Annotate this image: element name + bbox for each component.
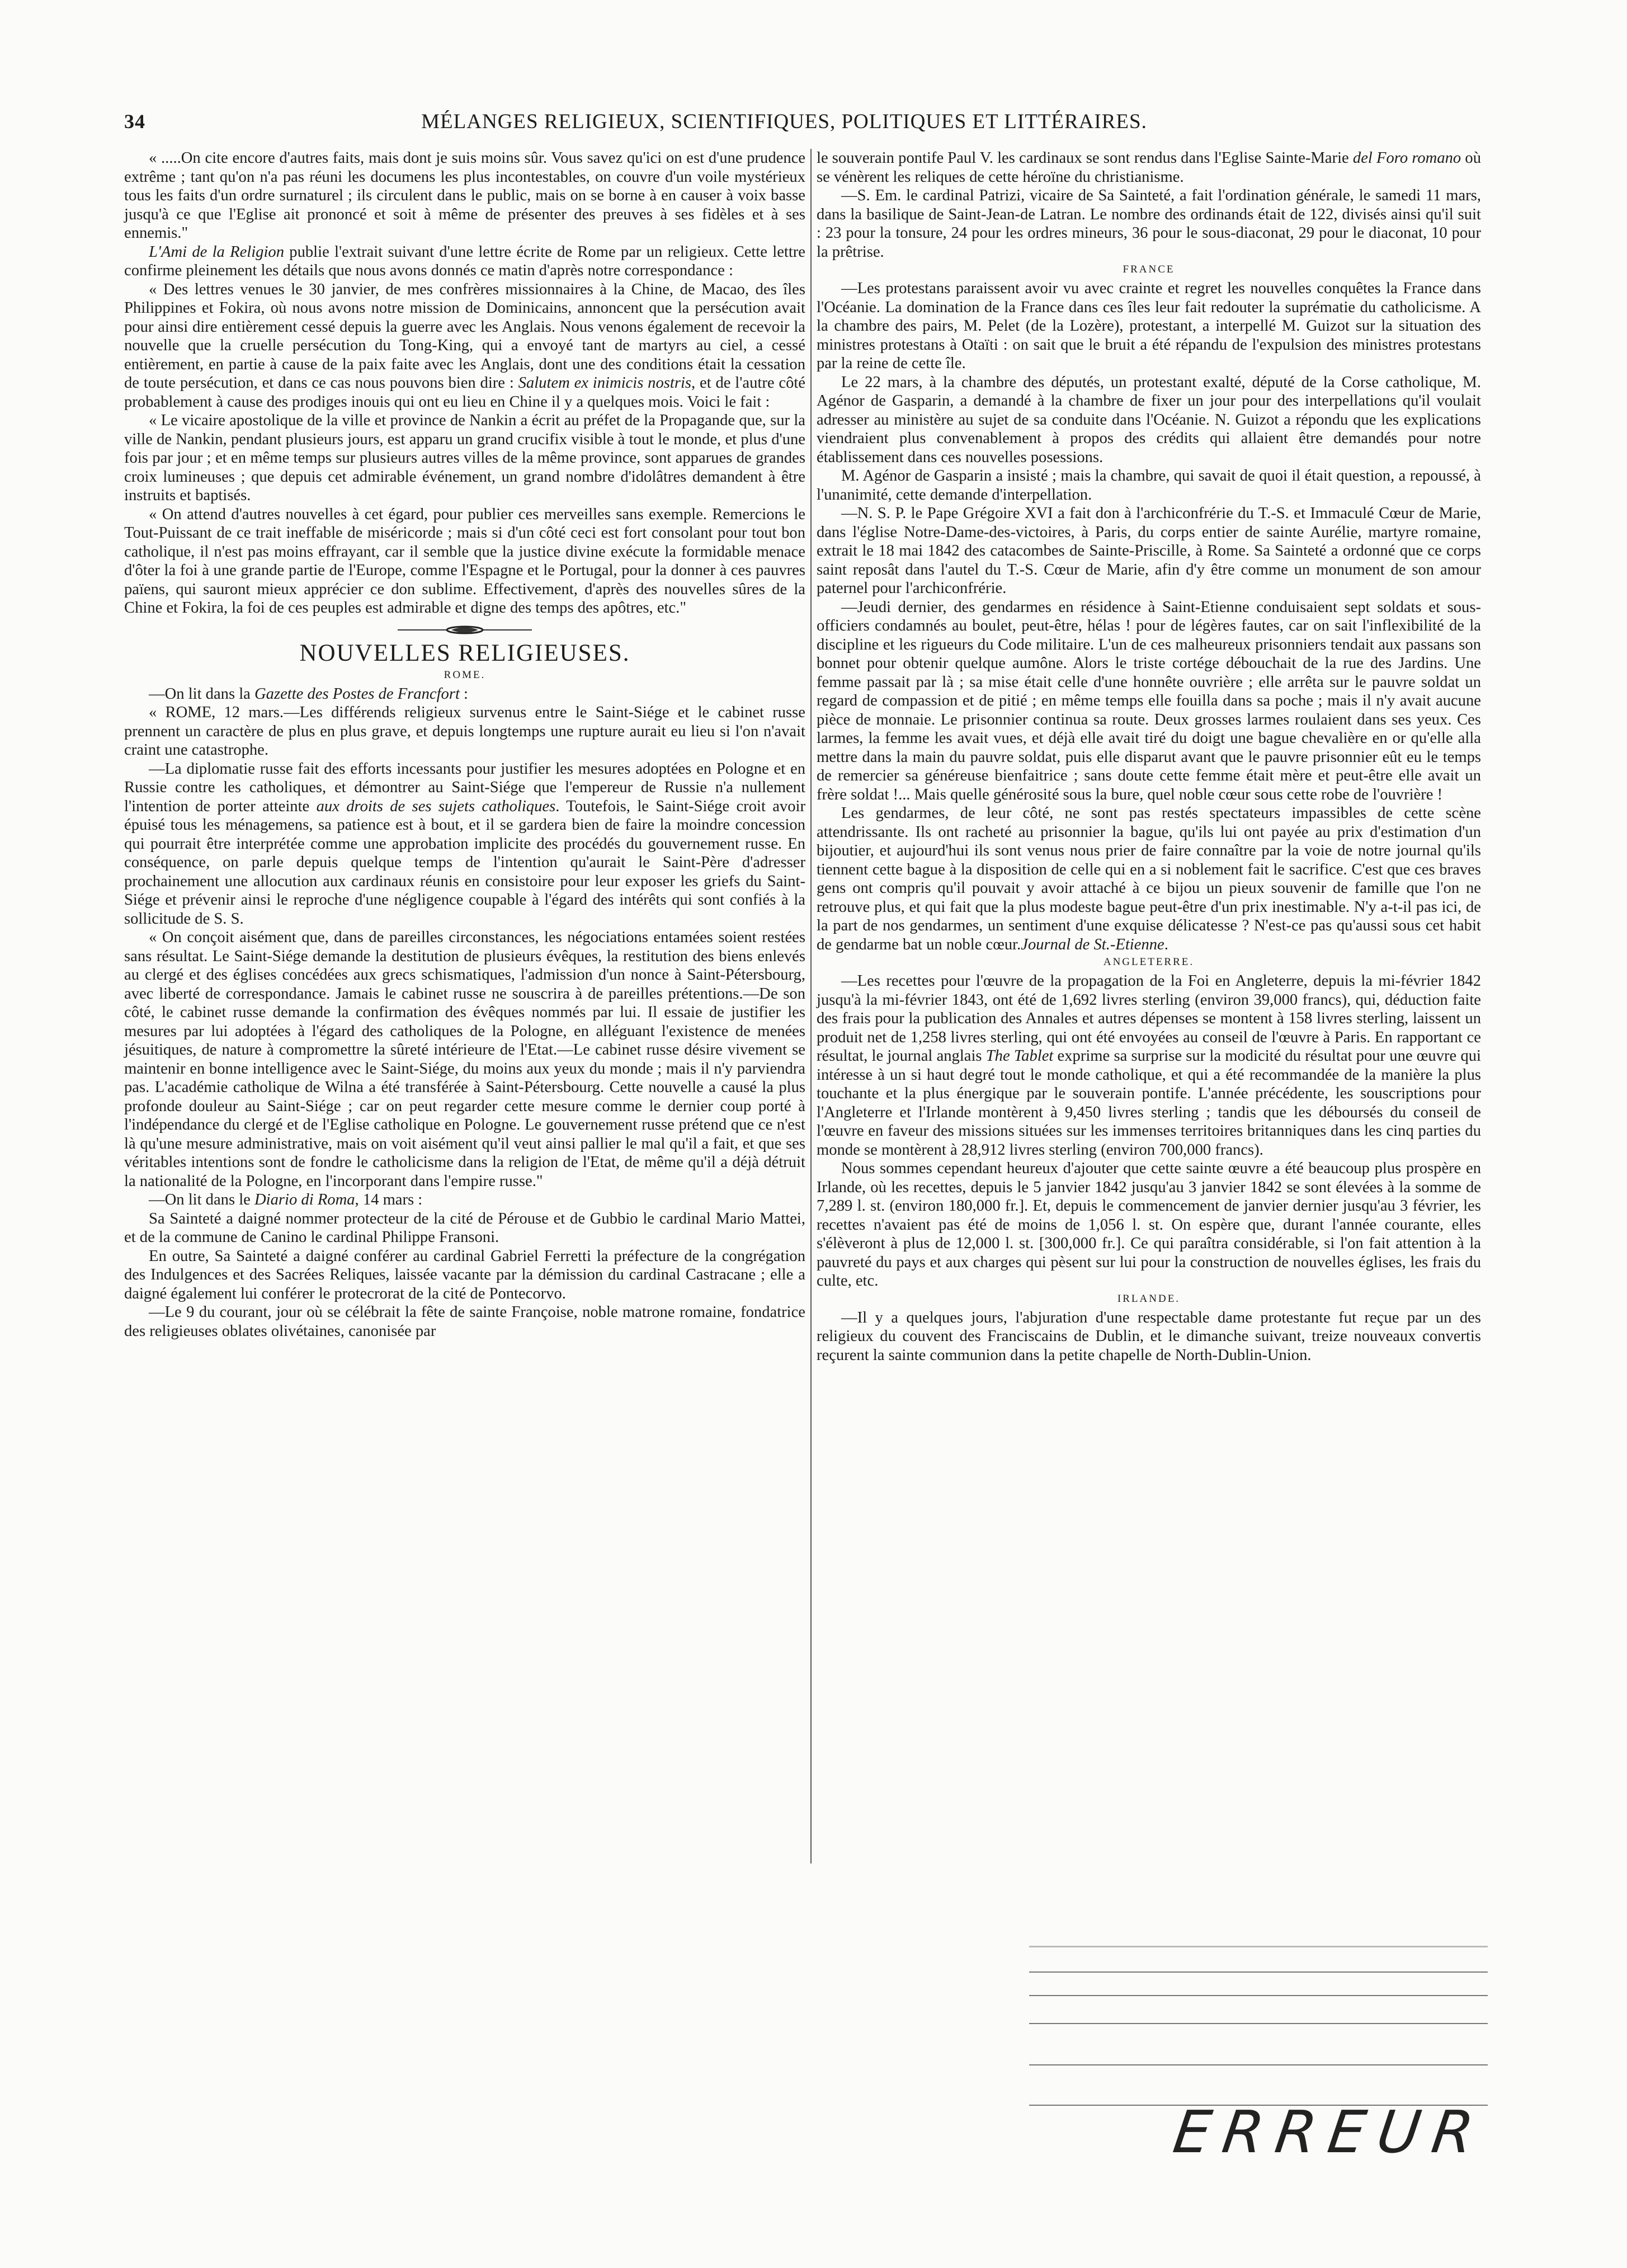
paragraph: « On conçoit aisément que, dans de pareilles circonstances, les négociations entamées soient restées sans résultat. Le Saint-Siége demande la destitution de plusieurs évêques, la restitution des biens enlevés au clergé et des églises concédées aux grecs schismatiques, l'admission d'un nonce à Saint-Pétersbourg, avec liberté de correspondance. Jamais le cabinet russe ne souscrira à de pareilles prétentions.—De son côté, le cabinet russe demande la confirmation des évêques nommés par lui. Il essaie de justifier les mesures par lui adoptées à l'égard des catholiques de la Pologne, en alléguant l'existence de menées jésuitiques, de nature à compromettre la sûreté intérieure de l'Etat.—Le cabinet russe désire vivement se maintenir en bonne intelligence avec le Saint-Siége, du moins aux yeux du monde ; mais il n'y parviendra pas. L'académie catholique de Wilna a été transférée à Saint-Pétersbourg. Cette nouvelle a causé la plus profonde douleur au Saint-Siége ; car on peut regarder cette mesure comme le dernier coup porté à l'indépendance du clergé et de l'Eglise catholique en Pologne. Le gouvernement russe prétend que ce n'est là qu'une mesure administrative, mais on voit aisément qu'il veut ainsi pallier le mal qu'il a fait, et que ses véritables intentions sont de fondre le catholicisme dans la religion de l'Etat, de même qu'il a déjà détruit la nationalité de la Pologne, en l'incorporant dans l'empire russe.": [124, 929, 805, 1190]
form-line: [1029, 2023, 1488, 2024]
source-name: Diario di Roma: [254, 1191, 355, 1208]
paragraph: —Il y a quelques jours, l'abjuration d'une respectable dame protestante fut reçue par un des religieux du couvent des Franciscains de Dublin, et le dimanche suivant, treize nouveaux convertis reçurent la sainte communion dans la petite chapelle de North-Dublin-Union.: [817, 1309, 1481, 1364]
paragraph: « On attend d'autres nouvelles à cet égard, pour publier ces merveilles sans exemple. Remercions le Tout-Puissant de ce trait ineffable de miséricorde ; mais si d'un côté ceci est fort consolant pour tout bon catholique, il n'est pas moins effrayant, car il semble que la justice divine exécute la formidable menace d'ôter la foi à une grande partie de l'Europe, comme l'Espagne et le Portugal, pour la donner à ces pauvres païens, qui sauront mieux apprécier ce don sublime. Effectivement, d'après des nouvelles sûres de la Chine et Fokira, la foi de ces peuples est admirable et digne des temps des apôtres, etc.": [124, 505, 805, 617]
emphasis: aux droits de ses sujets catholiques: [316, 797, 556, 815]
paragraph: L'Ami de la Religion publie l'extrait suivant d'une lettre écrite de Rome par un religieux. Cette lettre confirme pleinement les détails que nous avons donnés ce matin d'après notre correspondance :: [124, 243, 805, 279]
running-title: MÉLANGES RELIGIEUX, SCIENTIFIQUES, POLITIQUES ET LITTÉRAIRES.: [421, 110, 1147, 133]
form-line: [1029, 1971, 1488, 1973]
paragraph: —On lit dans le Diario di Roma, 14 mars :: [149, 1191, 423, 1208]
form-line: [1029, 2064, 1488, 2065]
paragraph: le souverain pontife Paul V. les cardinaux se sont rendus dans l'Eglise Sainte-Marie del Foro romano où se vénèrent les reliques de cette héroïne du christianisme.: [817, 149, 1481, 186]
paragraph: —S. Em. le cardinal Patrizi, vicaire de Sa Sainteté, a fait l'ordination générale, le samedi 11 mars, dans la basilique de Saint-Jean-de Latran. Le nombre des ordinands était de 122, divisés ainsi qu'il suit : 23 pour la tonsure, 24 pour les ordres mineurs, 36 pour le sous-diaconat, 29 pour le diaconat, 10 pour la prêtrise.: [817, 187, 1481, 261]
subhead-rome: ROME.: [444, 669, 486, 681]
paragraph: Le 22 mars, à la chambre des députés, un protestant exalté, député de la Corse catholique, M. Agénor de Gasparin, a demandé à la chambre de fixer un jour pour des interpellations qu'il voulait adresser au ministère au sujet de sa conduite dans l'Océanie. N. Guizot a répondu que les explications viendraient plus convenablement à propos des crédits qui allaient être demandés pour notre établissement dans ces nouvelles posessions.: [817, 373, 1481, 466]
paragraph: « .....On cite encore d'autres faits, mais dont je suis moins sûr. Vous savez qu'ici on est d'une prudence extrême ; tant qu'on n'a pas réuni les documens les plus incontestables, on couvre d'un voile mystérieux tous les faits d'un ordre surnaturel ; ils circulent dans le public, mais on se borne à en causer à voix basse jusqu'à ce que l'Eglise ait prononcé et soit à même de présenter des preuves à ses fidèles et à ses ennemis.": [124, 149, 805, 242]
paragraph: « ROME, 12 mars.—Les différends religieux survenus entre le Saint-Siége et le cabinet russe prennent un caractère de plus en plus grave, et depuis longtemps une rupture aurait eu lieu si l'on n'avait craint une catastrophe.: [124, 704, 805, 759]
source-name: Journal de St.-Etienne: [1021, 935, 1164, 953]
subhead-angleterre: ANGLETERRE.: [1103, 956, 1195, 968]
paragraph: « Des lettres venues le 30 janvier, de mes confrères missionnaires à la Chine, de Macao, des îles Philippines et Fokira, où nous avons notre mission de Dominicains, annoncent que la persécution avait pour ainsi dire entièrement cessé depuis la guerre avec les Anglais. Nous venons également de recevoir la nouvelle que la cruelle persécution du Tong-King, qui a envoyé tant de martyrs au ciel, a cessé entièrement, en partie à cause de la paix faite avec les Anglais, dont une des conditions était la cessation de toute persécution, et dans ce cas nous pouvons bien dire : Salutem ex inimicis nostris, et de l'autre côté probablement à cause des prodiges inouis qui ont eu lieu en Chine il y a quelques mois. Voici le fait :: [124, 280, 806, 411]
paragraph: —On lit dans la Gazette des Postes de Francfort :: [149, 685, 468, 703]
paragraph: Les gendarmes, de leur côté, ne sont pas restés spectateurs impassibles de cette scène attendrissante. Ils ont racheté au prisonnier la bague, qu'ils lui ont payée au prix d'estimation d'un bijoutier, et aujourd'hui ils sont venus nous prier de faire connaître par la voie de notre journal qu'ils tiennent cette bague à la disposition de celle qui en a si noblement fait le sacrifice. C'est que ces braves gens ont compris qu'il pouvait y avoir attaché à ce bijou un pieux souvenir de famille que l'on ne retrouve plus, et qui fait que la plus modeste bague peut-être d'un prix inestimable. N'y a-t-il pas ici, de la part de nos gendarmes, un sentiment d'une exquise délicatesse ? N'est-ce pas qu'aussi sous cet habit de gendarme bat un noble cœur.Journal de St.-Etienne.: [817, 804, 1481, 953]
form-line: [1029, 1946, 1488, 1947]
source-name: L'Ami de la Religion: [149, 243, 285, 261]
paragraph: —Les recettes pour l'œuvre de la propagation de la Foi en Angleterre, depuis la mi-février 1842 jusqu'à la mi-février 1843, ont été de 1,692 livres sterling (environ 39,000 francs), qui, déduction faite des frais pour la publication des Annales et autres dépenses se montent à 158 livres sterling, laissent un produit net de 1,258 livres sterling, qui ont été envoyées au conseil de l'œuvre à Paris. En rapportant ce résultat, le journal anglais The Tablet exprime sa surprise sur la modicité du résultat pour une œuvre qui intéresse à un si haut degré tout le monde catholique, et qui a été recommandée de la manière la plus touchante et la plus énergique par le souverain pontife. L'année précédente, les souscriptions pour l'Angleterre et l'Irlande montèrent à 9,450 livres sterling ; tandis que les déboursés du conseil de l'œuvre en faveur des missions situées sur les immenses territoires britanniques dans les cinq parties du monde se montèrent à 28,912 livres sterling (environ 700,000 francs).: [817, 972, 1481, 1159]
left-column: [124, 149, 805, 1340]
ornament-divider: [124, 625, 805, 634]
paragraph: —La diplomatie russe fait des efforts incessants pour justifier les mesures adoptées en Pologne et en Russie contre les catholiques, et démontrer au Saint-Siége que l'empereur de Russie n'a nullement l'intention de porter atteinte aux droits de ses sujets catholiques. Toutefois, le Saint-Siége croit avoir épuisé tous les ménagemens, sa patience est à bout, et il se gardera bien de faire la moindre concession qui pourrait être interprétée comme une approbation implicite des procédés du gouvernement russe. En conséquence, on parle depuis quelque temps de l'intention qu'aurait le Saint-Père d'adresser prochainement une allocution aux cardinaux réunis en consistoire pour leur exposer les griefs du Saint-Siége et prévenir ainsi le reproche d'une négligence coupable à l'égard des intérêts qui sont confiés à la sollicitude de S. S.: [124, 760, 805, 928]
paragraph: —Les protestans paraissent avoir vu avec crainte et regret les nouvelles conquêtes la France dans l'Océanie. La domination de la France dans ces îles leur fait redouter la suprématie du catholicisme. A la chambre des pairs, M. Pelet (de la Lozère), protestant, a interpellé M. Guizot sur la situation des ministres protestans à Otaïti : on sait que le bruit a été répandu de l'expulsion des ministres protestans par la reine de cette île.: [817, 280, 1481, 372]
running-header: [124, 110, 1411, 143]
erreur-stamp: ERREUR: [1169, 2098, 1491, 2166]
paragraph: —Jeudi dernier, des gendarmes en résidence à Saint-Etienne conduisaient sept soldats et sous-officiers condamnés au boulet, peut-être, hélas ! pour de légères fautes, car on sait l'inflexibilité de la discipline et les rigueurs du Code militaire. L'un de ces malheureux prisonniers tendait aux passans son bonnet pour obtenir quelque aumône. Alors le triste cortége débouchait de la rue des Jardins. Une femme passait par là ; sa mise était celle d'une honnête ouvrière ; elle arrêta sur le pauvre soldat un regard de compassion et de pitié ; en même temps elle fouilla dans sa poche ; mais il n'y avait aucune pièce de monnaie. Le prisonnier continua sa route. Deux grosses larmes roulaient dans ses yeux. Ces larmes, la femme les avait vues, et déjà elle avait tiré du doigt une bague chevalière en or qu'elle alla mettre dans la main du pauvre soldat, puis elle disparut avant que le pauvre prisonnier eût eu le temps de remercier sa généreuse bienfaitrice ; sans doute cette femme était mère et peut-être elle avait un frère soldat !... Mais quelle générosité sous la bure, quel noble cœur sous cette robe de l'ouvrière !: [817, 598, 1481, 803]
source-name: The Tablet: [985, 1047, 1054, 1065]
paragraph: En outre, Sa Sainteté a daigné conférer au cardinal Gabriel Ferretti la préfecture de la congrégation des Indulgences et des Sacrées Reliques, laissée vacante par la démission du cardinal Castracane ; elle a daigné également lui conférer le protecrorat de la cité de Pontecorvo.: [124, 1247, 805, 1302]
paragraph: Nous sommes cependant heureux d'ajouter que cette sainte œuvre a été beaucoup plus prospère en Irlande, où les recettes, depuis le 5 janvier 1842 jusqu'au 3 janvier 1842 se sont élevées à la somme de 7,289 l. st. (environ 180,000 fr.]. Et, depuis le commencement de janvier dernier jusqu'au 3 février, les recettes n'avaient pas été de moins de 1,056 l. st. On espère que, durant l'année courante, elles s'élèveront à plus de 12,000 l. st. [300,000 fr.]. Ce qui paraîtra considérable, si l'on fait attention à la pauvreté du pays et aux charges qui pèsent sur lui pour la construction de nouvelles églises, les frais du culte, etc.: [817, 1160, 1481, 1290]
paragraph: —Le 9 du courant, jour où se célébrait la fête de sainte Françoise, noble matrone romaine, fondatrice des religieuses oblates olivétaines, canonisée par: [124, 1304, 805, 1340]
column-rule: [810, 149, 812, 1864]
latin-phrase: Salutem ex inimicis nostris: [518, 374, 692, 392]
paragraph: —N. S. P. le Pape Grégoire XVI a fait don à l'archiconfrérie du T.-S. et Immaculé Cœur de Marie, dans l'église Notre-Dame-des-victoires, à Paris, du corps entier de sainte Aurélie, martyre romaine, extrait le 18 mai 1842 des catacombes de Sainte-Priscille, à Rome. Sa Sainteté a ordonné que ce corps saint reposât dans l'autel du T.-S. Cœur de Marie, afin d'y être comme un monument de son amour paternel pour l'archiconfrérie.: [817, 505, 1481, 597]
subhead-irlande: IRLANDE.: [1117, 1292, 1181, 1305]
paragraph: « Le vicaire apostolique de la ville et province de Nankin a écrit au préfet de la Propagande que, sur la ville de Nankin, pendant plusieurs jours, est apparu un grand crucifix visible à tout le monde, et plus d'une fois par jour ; et en même temps sur plusieurs autres villes de la même province, sont apparues de grandes croix lumineuses ; que depuis cet admirable événement, un grand nombre d'idolâtres demandent à être instruits et baptisés.: [124, 412, 805, 504]
subhead-france: FRANCE: [1123, 263, 1175, 275]
form-line: [1029, 1995, 1488, 1996]
ornament-icon: [398, 625, 532, 634]
page-number: 34: [124, 110, 145, 133]
paragraph: M. Agénor de Gasparin a insisté ; mais la chambre, qui savait de quoi il était question, a repoussé, à l'unanimité, cette demande d'interpellation.: [817, 467, 1481, 504]
right-column: [817, 149, 1481, 1364]
emphasis: del Foro romano: [1352, 149, 1461, 167]
paragraph: Sa Sainteté a daigné nommer protecteur de la cité de Pérouse et de Gubbio le cardinal Mario Mattei, et de la commune de Canino le cardinal Philippe Fransoni.: [124, 1210, 805, 1246]
section-title: NOUVELLES RELIGIEUSES.: [299, 639, 630, 666]
source-name: Gazette des Postes de Francfort: [254, 685, 460, 703]
